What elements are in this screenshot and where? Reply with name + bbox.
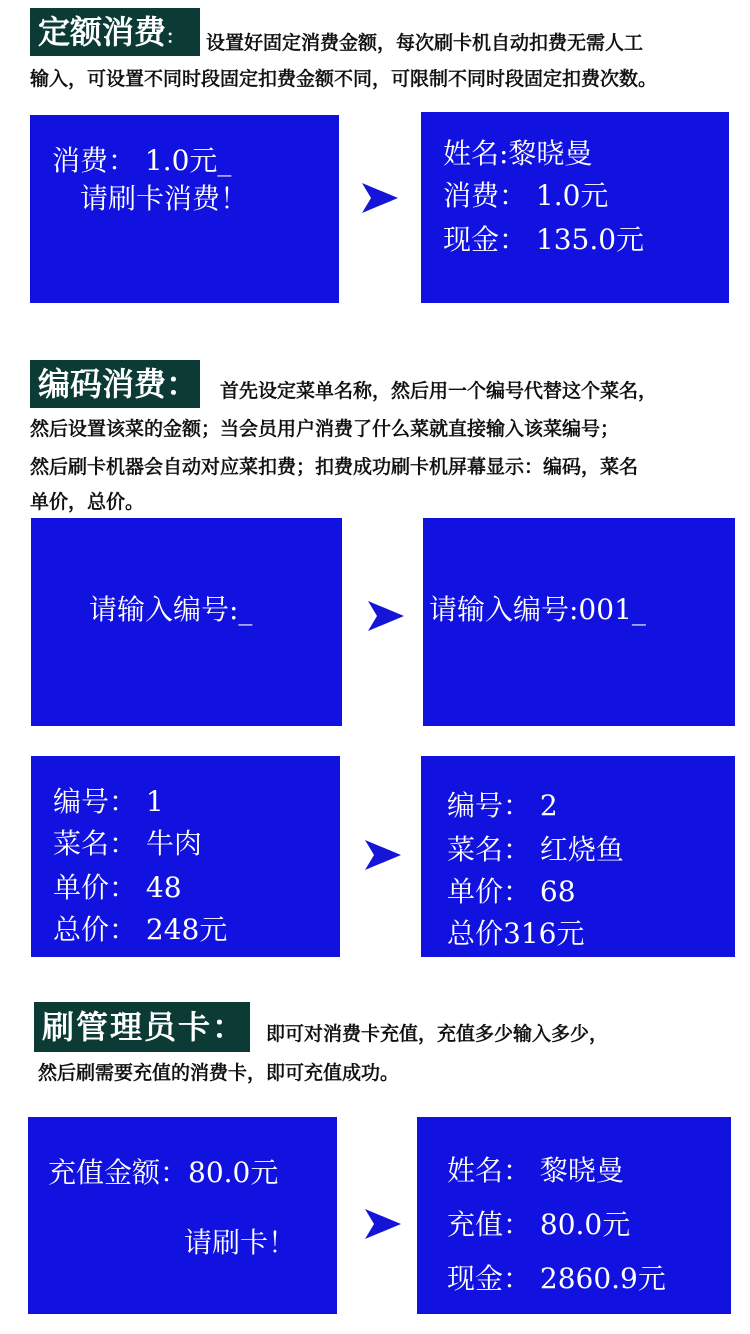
screen-line-unit-price: 单价： 68 — [447, 875, 576, 908]
screen-line-recharge-amount: 充值金额：80.0元 — [48, 1156, 279, 1189]
device-screen-code-entered — [423, 518, 735, 726]
screen-line-dish-name: 菜名： 牛肉 — [53, 827, 202, 860]
screen-line-name: 姓名： 黎晓曼 — [447, 1154, 624, 1187]
section-description-line: 首先设定菜单名称，然后用一个编号代替这个菜名， — [220, 380, 658, 402]
section-tag-colon: ： — [166, 27, 185, 48]
screen-line-swipe-prompt: 请刷卡消费！ — [80, 182, 249, 215]
screen-line-code-prompt: 请输入编号:001_ — [429, 593, 646, 626]
section-tag-admin-card — [34, 1002, 250, 1052]
screen-line-cash: 现金： 135.0元 — [443, 223, 645, 256]
section-description-line: 然后刷需要充值的消费卡，即可充值成功。 — [38, 1062, 400, 1084]
section-tag-label: 编码消费 — [38, 365, 167, 403]
screen-line-consumption: 消费： 1.0元_ — [52, 144, 232, 177]
screen-line-recharge: 充值： 80.0元 — [447, 1208, 631, 1241]
section-tag-label: 刷管理员卡： — [42, 1008, 247, 1046]
device-screen-dish-2 — [421, 756, 735, 957]
screen-line-consumption: 消费： 1.0元 — [443, 179, 609, 212]
section-tag-code-consumption — [30, 360, 200, 408]
screen-line-name: 姓名:黎晓曼 — [443, 137, 593, 170]
section-description-line: 设置好固定消费金额，每次刷卡机自动扣费无需人工 — [206, 32, 644, 54]
section-tag-fixed-consumption — [30, 8, 200, 56]
section-description-line: 然后刷卡机器会自动对应菜扣费；扣费成功刷卡机屏幕显示：编码，菜名 — [30, 456, 639, 478]
device-screen-enter-code — [31, 518, 342, 726]
section-tag-colon: ： — [166, 365, 199, 403]
arrow-right-icon — [365, 840, 401, 870]
screen-line-dish-name: 菜名： 红烧鱼 — [447, 833, 624, 866]
arrow-right-icon — [368, 601, 404, 631]
section-description-line: 输入，可设置不同时段固定扣费金额不同，可限制不同时段固定扣费次数。 — [30, 68, 658, 90]
section-tag-label: 定额消费 — [38, 13, 167, 51]
screen-line-code-prompt: 请输入编号:_ — [89, 593, 253, 626]
screen-line-code: 编号： 1 — [53, 785, 164, 818]
section-description-line: 单价，总价。 — [30, 491, 145, 513]
screen-line-unit-price: 单价： 48 — [53, 871, 182, 904]
device-screen-recharge-result — [417, 1117, 731, 1314]
section-description-line: 然后设置该菜的金额；当会员用户消费了什么菜就直接输入该菜编号； — [30, 418, 620, 440]
device-screen-dish-1 — [31, 756, 340, 957]
device-screen-recharge-prompt — [28, 1117, 337, 1314]
screen-line-total-price: 总价： 248元 — [53, 913, 228, 946]
arrow-right-icon — [362, 183, 398, 213]
section-description-line: 即可对消费卡充值，充值多少输入多少， — [266, 1023, 609, 1045]
device-screen-result — [421, 112, 729, 303]
device-screen-prompt — [30, 115, 339, 303]
screen-line-total-price: 总价316元 — [447, 917, 585, 950]
screen-line-swipe-prompt: 请刷卡！ — [184, 1226, 297, 1259]
arrow-right-icon — [365, 1209, 401, 1239]
screen-line-cash: 现金： 2860.9元 — [447, 1262, 666, 1295]
screen-line-code: 编号： 2 — [447, 789, 558, 822]
